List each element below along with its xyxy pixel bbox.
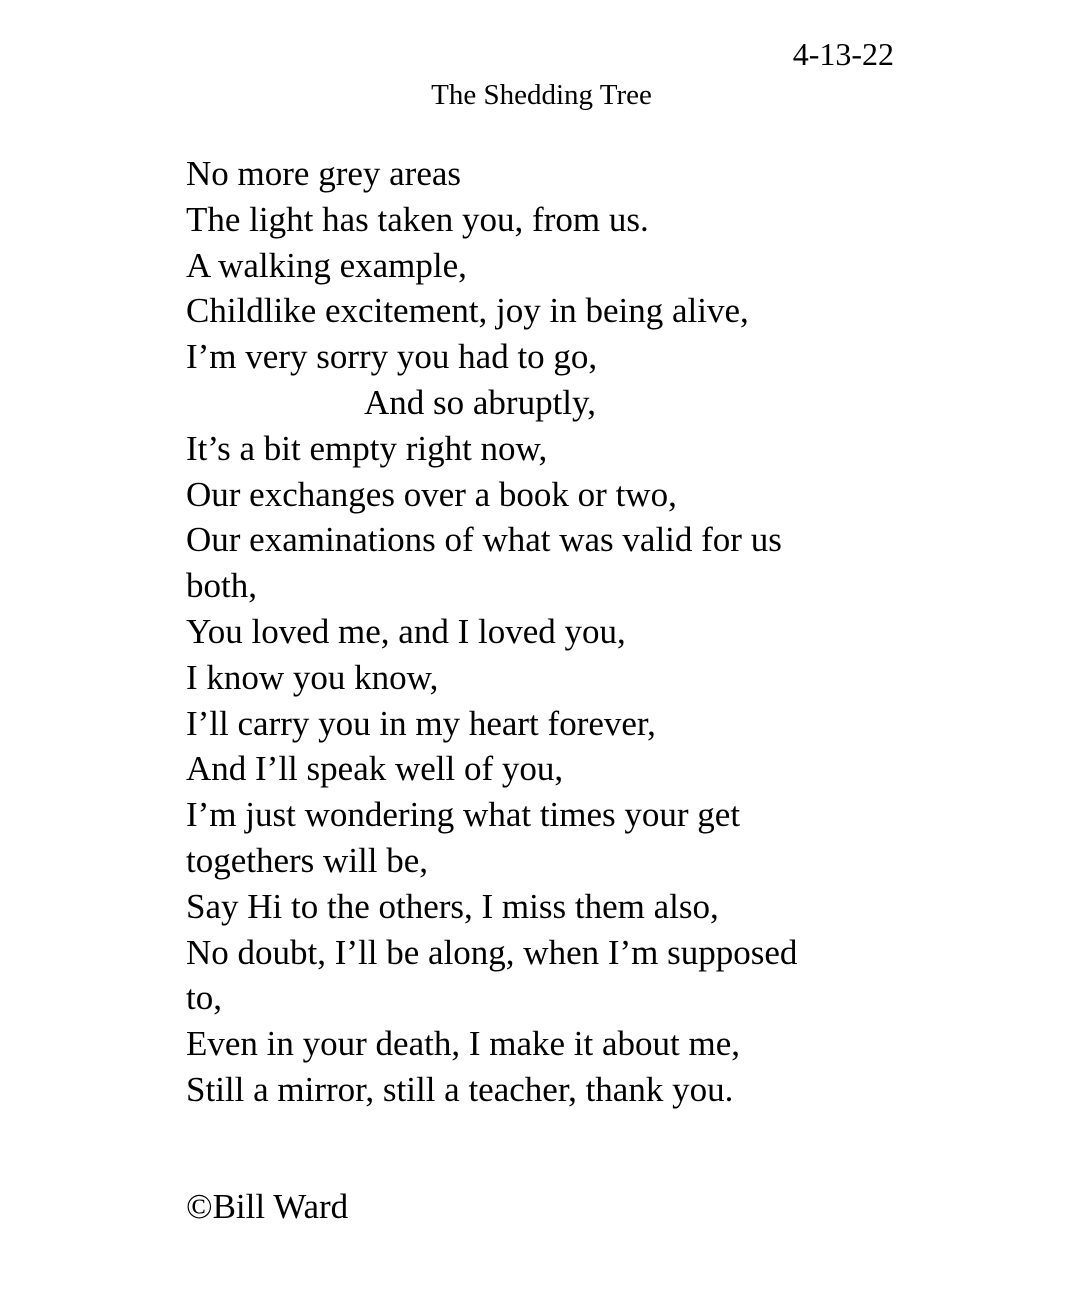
poem-title: The Shedding Tree (431, 79, 652, 111)
poem-line: Say Hi to the others, I miss them also, (186, 886, 719, 926)
poem-line: Our exchanges over a book or two, (186, 474, 677, 514)
poem-line: to, (186, 978, 222, 1018)
poem-line: togethers will be, (186, 840, 429, 880)
poem-line: No more grey areas (186, 154, 462, 193)
poem-line: Our examinations of what was valid for us (186, 520, 782, 560)
poem-body (186, 151, 797, 1113)
poem-line: I’m just wondering what times your get (186, 795, 741, 835)
poem-line: No doubt, I’ll be along, when I’m supposed (186, 932, 798, 972)
poem-line: Even in your death, I make it about me, (186, 1024, 741, 1064)
poem-line: Childlike excitement, joy in being alive, (186, 291, 749, 331)
poem-line: both, (186, 566, 257, 606)
poem-line: Still a mirror, still a teacher, thank you. (186, 1069, 734, 1109)
poem-line: A walking example, (186, 245, 467, 285)
copyright-notice: ©Bill Ward (186, 1187, 349, 1226)
poem-line: You loved me, and I loved you, (186, 611, 626, 651)
poem-line: And I’ll speak well of you, (186, 749, 564, 789)
poem-line: I’m very sorry you had to go, (186, 337, 598, 377)
poem-line: I’ll carry you in my heart forever, (186, 703, 656, 743)
poem-line-indented: And so abruptly, (364, 382, 597, 422)
poem-line: I know you know, (186, 657, 439, 697)
poem-line: The light has taken you, from us. (186, 199, 649, 239)
poem-line: It’s a bit empty right now, (186, 428, 548, 468)
poem-date: 4-13-22 (792, 36, 894, 72)
